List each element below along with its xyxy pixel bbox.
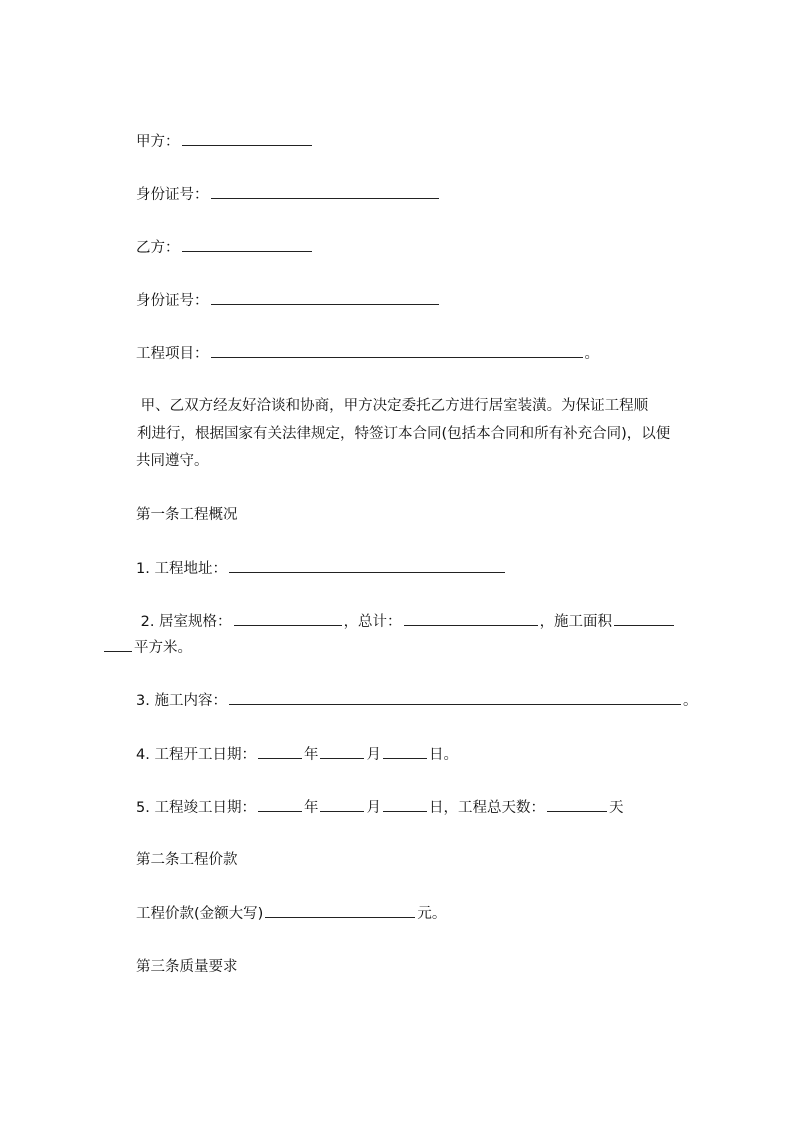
item-2-unit: 平方米。	[134, 640, 192, 656]
item-2-label: 2. 居室规格：	[136, 614, 232, 630]
intro-line-3: 共同遵守。	[136, 453, 209, 469]
project-line	[136, 343, 599, 364]
item-1-label: 1. 工程地址：	[136, 561, 227, 577]
project-blank[interactable]	[211, 343, 583, 358]
item-5-line	[136, 797, 623, 818]
id-a-label: 身份证号：	[136, 187, 209, 203]
item-2-mid1: ，总计：	[343, 614, 402, 630]
article-1-title: 第一条工程概况	[136, 507, 238, 523]
item-5-day: 日，工程总天数：	[428, 800, 545, 816]
item-2-blank-a[interactable]	[234, 611, 342, 626]
intro-line-1: 甲、乙双方经友好洽谈和协商，甲方决定委托乙方进行居室装潢。为保证工程顺	[136, 398, 649, 414]
id-b-label: 身份证号：	[136, 293, 209, 309]
item-2-blank-c2[interactable]	[104, 637, 132, 652]
item-5-year-blank[interactable]	[258, 797, 302, 812]
price-end: 元。	[417, 906, 447, 922]
price-label: 工程价款(金额大写)	[136, 906, 264, 922]
project-label: 工程项目：	[136, 346, 209, 362]
item-1-line	[136, 558, 507, 579]
item-4-year-blank[interactable]	[258, 744, 302, 759]
id-a-line	[136, 184, 441, 205]
party-b-line	[136, 237, 314, 258]
item-5-label: 5. 工程竣工日期：	[136, 800, 256, 816]
party-b-blank[interactable]	[182, 237, 312, 252]
item-2-line	[136, 611, 676, 632]
item-4-line	[136, 744, 458, 765]
item-5-unit: 天	[608, 800, 624, 816]
party-a-blank[interactable]	[182, 131, 312, 146]
item-5-month-blank[interactable]	[320, 797, 364, 812]
item-2-blank-b[interactable]	[404, 611, 538, 626]
item-5-days-blank[interactable]	[547, 797, 607, 812]
item-2-blank-c[interactable]	[614, 611, 674, 626]
item-2-continuation	[136, 637, 192, 658]
id-a-blank[interactable]	[211, 184, 439, 199]
price-blank[interactable]	[265, 903, 415, 918]
item-4-month-blank[interactable]	[320, 744, 364, 759]
item-4-month: 月	[366, 747, 381, 763]
id-b-blank[interactable]	[211, 290, 439, 305]
item-4-day-blank[interactable]	[383, 744, 427, 759]
project-end: 。	[584, 346, 599, 362]
party-a-line	[136, 131, 314, 152]
price-line	[136, 903, 446, 924]
article-2-title: 第二条工程价款	[136, 852, 238, 868]
party-b-label: 乙方：	[136, 240, 180, 256]
item-4-year: 年	[303, 747, 319, 763]
party-a-label: 甲方：	[136, 134, 180, 150]
item-1-blank[interactable]	[229, 558, 505, 573]
item-4-day: 日。	[428, 747, 458, 763]
item-2-mid2: ，施工面积	[539, 614, 613, 630]
article-3-title: 第三条质量要求	[136, 959, 238, 975]
item-5-month: 月	[366, 800, 381, 816]
id-b-line	[136, 290, 441, 311]
item-5-day-blank[interactable]	[383, 797, 427, 812]
item-5-year: 年	[303, 800, 319, 816]
item-3-blank[interactable]	[229, 690, 681, 705]
item-3-end: 。	[682, 693, 698, 709]
item-4-label: 4. 工程开工日期：	[136, 747, 256, 763]
item-3-line	[136, 690, 697, 711]
intro-line-2: 利进行，根据国家有关法律规定，特签订本合同(包括本合同和所有补充合同)，以便	[137, 426, 671, 442]
item-3-label: 3. 施工内容：	[136, 693, 227, 709]
